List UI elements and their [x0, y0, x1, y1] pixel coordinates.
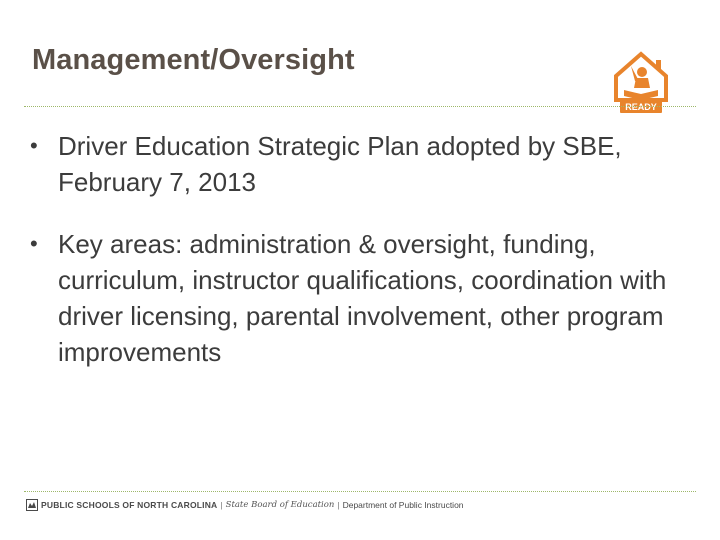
- ready-logo-icon: [612, 50, 670, 118]
- bullet-list: [30, 128, 690, 396]
- footer-dept: Department of Public Instruction: [342, 500, 464, 510]
- footer-org: PUBLIC SCHOOLS OF NORTH CAROLINA: [41, 500, 218, 510]
- title-divider: [24, 106, 696, 107]
- bullet-marker: •: [30, 133, 38, 158]
- bullet-item: [30, 226, 690, 370]
- nc-public-schools-mark-icon: [26, 499, 38, 511]
- footer-separator: |: [220, 500, 223, 510]
- bullet-text: Driver Education Strategic Plan adopted by SBE, February 7, 2013: [58, 131, 622, 197]
- bullet-item: [30, 128, 690, 200]
- footer-separator: |: [337, 500, 340, 510]
- footer-board: State Board of Education: [225, 500, 335, 510]
- slide-title: Management/Oversight: [32, 44, 355, 76]
- ready-logo-text: READY: [625, 102, 657, 112]
- footer-divider: [24, 491, 696, 492]
- bullet-marker: •: [30, 231, 38, 256]
- footer: [26, 498, 464, 512]
- bullet-text: Key areas: administration & oversight, funding, curriculum, instructor qualifications, coordination with driver licensing, parental involvement, other program improvements: [58, 229, 667, 367]
